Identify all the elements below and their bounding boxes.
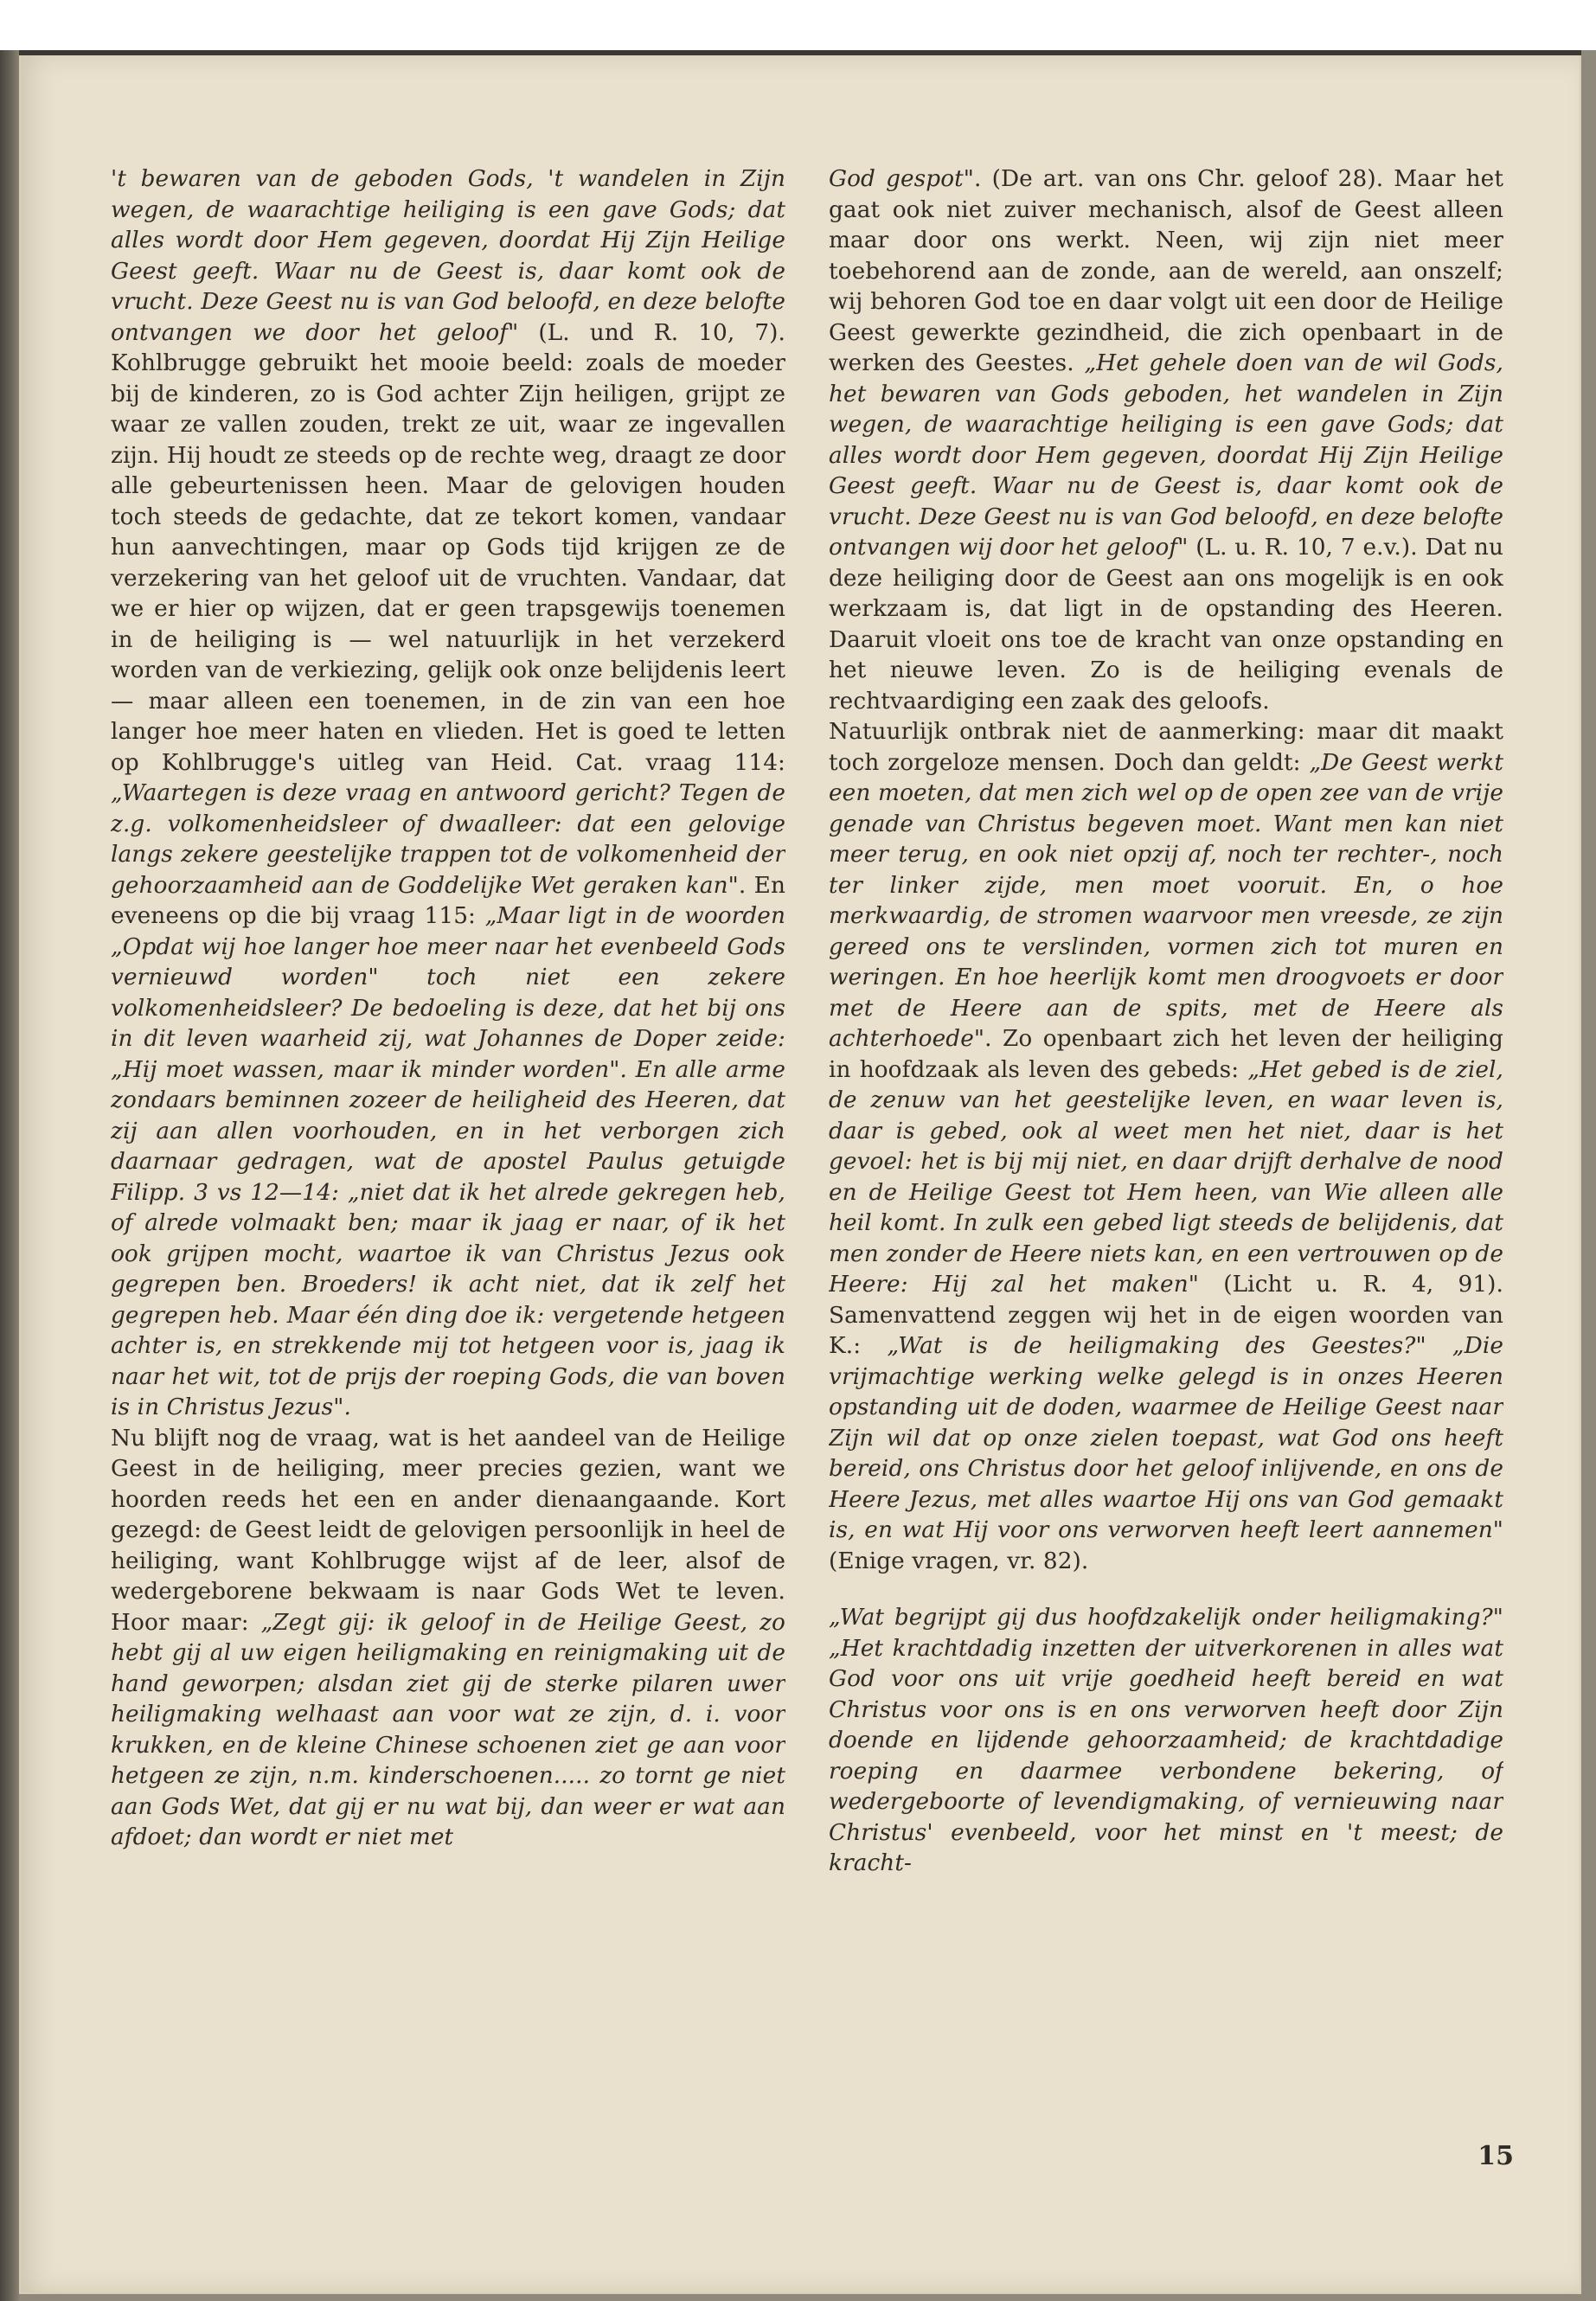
right-column <box>829 164 1503 2102</box>
italic-quote-run: „Zegt gij: ik geloof in de Heilige Geest, zo hebt gij al uw eigen heiligmaking en reinigmaking uit de hand geworpen; alsdan ziet gij de sterke pilaren uwer heiligmaking welhaast aan voor wat ze zijn, d. i. voor krukken, en de kleine Chinese schoenen ziet ge aan voor hetgeen ze zijn, n.m. kinderschoenen..... zo tornt ge niet aan Gods Wet, dat gij er nu wat bij, dan weer er wat aan afdoet; dan wordt er niet met <box>111 1609 785 1850</box>
text-run: (Enige vragen, vr. 82). <box>829 1548 1089 1574</box>
text-run: . (De art. van ons Chr. geloof 28). Maar het gaat ook niet zuiver mechanisch, alsof de Geest alleen maar door ons werkt. Neen, wij zijn niet meer toebehorend aan de zonde, aan de wereld, aan onszelf; wij behoren God toe en daar volgt uit een door de Heilige Geest gewerkte gezindheid, die zich openbaart in de werken des Geestes. <box>829 166 1503 376</box>
scan-border-top <box>0 0 1596 50</box>
italic-quote-run: „Wat begrijpt gij dus hoofdzakelijk onder heiligmaking?" „Het krachtdadig inzetten der uitverkorenen in alles wat God voor ons uit vrije goedheid heeft bereid en wat Christus voor ons is en ons verworven heeft door Zijn doende en lijdende gehoorzaamheid; de krachtdadige roeping en daarmee verbondene bekering, of wedergeboorte of levendigmaking, of vernieuwing naar Christus' evenbeeld, voor het minst en 't meest; de kracht- <box>829 1605 1503 1876</box>
text-run: (L. u. R. 10, 7 e.v.). Dat nu deze heiliging door de Geest aan ons mogelijk is en ook werkzaam is, dat ligt in de opstanding des Heeren. Daaruit vloeit ons toe de kracht van onze opstanding en het nieuwe leven. Zo is de heiliging evenals de rechtvaardiging een zaak des geloofs. <box>829 535 1503 715</box>
italic-quote-run: „Waartegen is deze vraag en antwoord gericht? Tegen de z.g. volkomenheidsleer of dwaalleer: dat een gelovige langs zekere geestelijke trappen tot de volkomenheid der gehoorzaamheid aan de Goddelijke Wet geraken kan" <box>111 780 785 899</box>
text-run: (Licht u. R. 4, 91). Samenvattend zeggen wij het in de eigen woorden van K.: <box>829 1272 1503 1359</box>
text-run: (L. und R. 10, 7). Kohlbrugge gebruikt het mooie beeld: zoals de moeder bij de kinderen, zo is God achter Zijn heiligen, grijpt ze waar ze vallen zouden, trekt ze uit, waar ze ingevallen zijn. Hij houdt ze steeds op de rechte weg, draagt ze door alle gebeurtenissen heen. Maar de gelovigen houden toch steeds de gedachte, dat ze tekort komen, vandaar hun aanvechtingen, maar op Gods tijd krijgen ze de verzekering van het geloof uit de vruchten. Vandaar, dat we er hier op wijzen, dat er geen trapsgewijs toenemen in de heiliging is — wel natuurlijk in het verzekerd worden van de verkiezing, gelijk ook onze belijdenis leert — maar alleen een toenemen, in de zin van een hoe langer hoe meer haten en vlieden. Het is goed te letten op Kohlbrugge's uitleg van Heid. Cat. vraag 114: <box>111 319 785 776</box>
italic-quote-run: „De Geest werkt een moeten, dat men zich wel op de open zee van de vrije genade van Christus begeven moet. Want men kan niet meer terug, en ook niet opzij af, noch ter rechter-, noch ter linker zijde, men moet vooruit. En, o hoe merkwaardig, de stromen waarvoor men vreesde, ze zijn gereed ons te verslinden, vormen zich tot muren en weringen. En hoe heerlijk komt men droogvoets er door met de Heere aan de spits, met de Heere als achterhoede" <box>829 749 1503 1052</box>
italic-quote-run: „Het gehele doen van de wil Gods, het bewaren van Gods geboden, het wandelen in Zijn wegen, de waarachtige heiliging is een gave Gods; dat alles wordt door Hem gegeven, doordat Hij Zijn Heilige Geest geeft. Waar nu de Geest is, daar komt ook de vrucht. Deze Geest nu is van God beloofd, en deze belofte ontvangen wij door het geloof" <box>829 350 1503 561</box>
right-paragraph-3 <box>829 1603 1503 1880</box>
book-spine <box>0 50 19 2301</box>
italic-quote-run: „Wat is de heiligmaking des Geestes?" „Die vrijmachtige werking welke gelegd is in onzes Heeren opstanding uit de doden, waarmee de Heilige Geest naar Zijn wil dat op onze zielen toepast, wat God ons heeft bereid, ons Christus door het geloof inlijvende, en ons de Heere Jezus, met alles waartoe Hij ons van God gemaakt is, en wat Hij voor ons verworven heeft leert aannemen" <box>829 1333 1503 1543</box>
text-run: Nu blijft nog de vraag, wat is het aandeel van de Heilige Geest in de heiliging, meer precies gezien, want we hoorden reeds het een en ander dienaangaande. Kort gezegd: de Geest leidt de gelovigen persoonlijk in heel de heiliging, want Kohlbrugge wijst af de leer, alsof de wedergeborene bekwaam is naar Gods Wet te leven. Hoor maar: <box>111 1425 785 1636</box>
right-paragraph-1 <box>829 164 1503 717</box>
left-paragraph-2 <box>111 1424 785 1854</box>
text-run: Natuurlijk ontbrak niet de aanmerking: maar dit maakt toch zorgeloze mensen. Doch dan geldt: <box>829 719 1503 776</box>
left-paragraph-1 <box>111 164 785 1424</box>
italic-quote-run: „Het gebed is de ziel, de zenuw van het geestelijke leven, en waar leven is, daar is gebed, ook al weet men het niet, daar is het gevoel: het is bij mij niet, en daar drijft derhalve de nood en de Heilige Geest tot Hem heen, van Wie alleen alle heil komt. In zulk een gebed ligt steeds de belijdenis, dat men zonder de Heere niets kan, en een vertrouwen op de Heere: Hij zal het maken" <box>829 1056 1503 1298</box>
text-run: . En eveneens op die bij vraag 115: <box>111 872 785 929</box>
page-number: 15 <box>1477 2141 1514 2171</box>
right-paragraph-2 <box>829 717 1503 1577</box>
text-run: . Zo openbaart zich het leven der heiliging in hoofdzaak als leven des gebeds: <box>829 1026 1503 1083</box>
italic-quote-run: 't bewaren van de geboden Gods, 't wandelen in Zijn wegen, de waarachtige heiliging is een gave Gods; dat alles wordt door Hem gegeven, doordat Hij Zijn Heilige Geest geeft. Waar nu de Geest is, daar komt ook de vrucht. Deze Geest nu is van God beloofd, en deze belofte ontvangen we door het geloof" <box>111 166 785 346</box>
italic-quote-run: „Maar ligt in de woorden „Opdat wij hoe langer hoe meer naar het evenbeeld Gods vernieuwd worden" toch niet een zekere volkomenheidsleer? De bedoeling is deze, dat het bij ons in dit leven waarheid zij, wat Johannes de Doper zeide: „Hij moet wassen, maar ik minder worden". En alle arme zondaars beminnen zozeer de heiligheid des Heeren, dat zij aan allen voorhouden, en in het verborgen zich daarnaar gedragen, wat de apostel Paulus getuigde Filipp. 3 vs 12—14: „niet dat ik het alrede gekregen heb, of alrede volmaakt ben; maar ik jaag er naar, of ik het ook grijpen mocht, waartoe ik van Christus Jezus ook gegrepen ben. Broeders! ik acht niet, dat ik zelf het gegrepen heb. Maar één ding doe ik: vergetende hetgeen achter is, en strekkende mij tot hetgeen voor is, jaag ik naar het wit, tot de prijs der roeping Gods, die van boven is in Christus Jezus". <box>111 903 785 1420</box>
page-top-edge <box>19 50 1581 55</box>
italic-quote-run: God gespot" <box>829 166 975 192</box>
left-column <box>111 164 785 2102</box>
